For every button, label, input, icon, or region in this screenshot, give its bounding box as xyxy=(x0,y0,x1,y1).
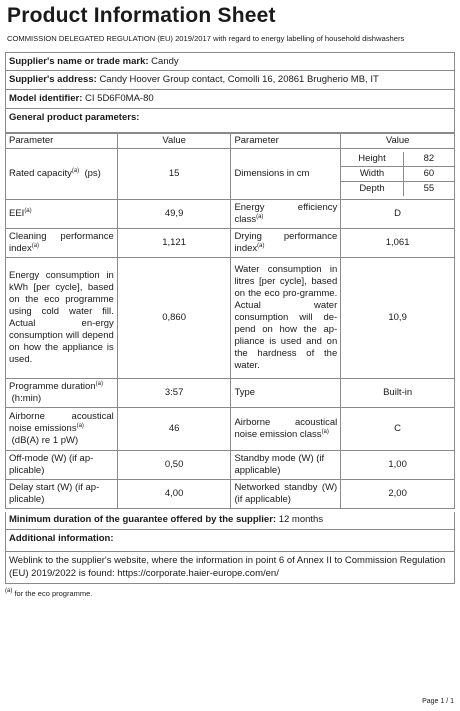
header-parameter: Parameter xyxy=(231,134,341,149)
footnote-text: for the eco programme. xyxy=(14,589,93,598)
table-row xyxy=(6,200,455,229)
rated-capacity-value: 15 xyxy=(117,149,231,200)
additional-info-row xyxy=(5,530,455,552)
energy-class-label: Energy efficiency class$^{(a)}$ xyxy=(231,200,341,229)
delay-start-label: Delay start (W) (if ap-plicable) xyxy=(6,480,118,509)
model-label: Model identifier: xyxy=(9,93,83,104)
dimensions-label: Dimensions in cm xyxy=(231,149,341,200)
page-number: Page 1 / 1 xyxy=(422,698,454,705)
header-parameter: Parameter xyxy=(6,134,118,149)
regulation-text: COMMISSION DELEGATED REGULATION (EU) 2019/2017 with regard to energy labelling of household dishwashers xyxy=(7,34,405,43)
programme-duration-value: 3:57 xyxy=(117,379,231,408)
water-consumption-label: Water consumption in litres [per cycle], based on the eco pro-gramme. Actual water consumption will de-pend on how the ap-pliance is used and on the hardness of the water. xyxy=(231,258,341,379)
off-mode-label: Off-mode (W) (if ap-plicable) xyxy=(6,451,118,480)
supplier-name-value: Candy xyxy=(151,56,179,67)
general-params-label: General product parameters: xyxy=(9,112,140,123)
supplier-address-label: Supplier's address: xyxy=(9,74,97,85)
airborne-class-value: C xyxy=(341,408,455,451)
eei-label: EEI$^{(a)}$ xyxy=(6,200,118,229)
energy-consumption-label: Energy consumption in kWh [per cycle], based on the eco programme using cold water fill. Actual en-ergy consumption will depend on how the appliance is used. xyxy=(6,258,118,379)
networked-standby-label: Networked standby (W) (if applicable) xyxy=(231,480,341,509)
page-title: Product Information Sheet xyxy=(7,4,276,27)
table-header-row xyxy=(6,134,455,149)
table-row xyxy=(6,451,455,480)
guarantee-label: Minimum duration of the guarantee offered by the supplier: xyxy=(9,514,277,525)
header-value: Value xyxy=(341,134,455,149)
dimensions-values xyxy=(341,149,455,200)
airborne-noise-value: 46 xyxy=(117,408,231,451)
model-value: CI 5D6F0MA-80 xyxy=(85,93,154,104)
width-value: 60 xyxy=(403,167,454,182)
type-label: Type xyxy=(231,379,341,408)
eei-value: 49,9 xyxy=(117,200,231,229)
header-value: Value xyxy=(117,134,231,149)
table-row xyxy=(6,149,455,200)
water-consumption-value: 10,9 xyxy=(341,258,455,379)
depth-value: 55 xyxy=(423,183,435,194)
supplier-address-row xyxy=(5,71,455,90)
airborne-noise-label: Airborne acoustical noise emissions$^{(a)}$ (dB(A) re 1 pW) xyxy=(6,408,118,451)
supplier-address-value: Candy Hoover Group contact, Comolli 16, 20861 Brugherio MB, IT xyxy=(99,74,379,85)
programme-duration-label: Programme duration$^{(a)}$ (h:min) xyxy=(6,379,118,408)
off-mode-value: 0,50 xyxy=(117,451,231,480)
guarantee-row xyxy=(5,512,455,530)
general-params-row xyxy=(5,109,455,133)
energy-class-value: D xyxy=(341,200,455,229)
model-row xyxy=(5,90,455,109)
guarantee-value: 12 months xyxy=(278,514,324,525)
airborne-class-label: Airborne acoustical noise emission class$^{(a)}$ xyxy=(231,408,341,451)
additional-info-label: Additional information: xyxy=(9,533,114,544)
rated-capacity-label: Rated capacity$^{(a)}$ (ps) xyxy=(6,149,118,200)
table-row xyxy=(6,258,455,379)
networked-standby-value: 2,00 xyxy=(341,480,455,509)
table-row xyxy=(6,229,455,258)
weblink-box xyxy=(5,552,455,584)
height-label: Height xyxy=(341,152,403,167)
parameters-table xyxy=(5,133,455,509)
weblink-url[interactable]: https://corporate.haier-europe.com/en/ xyxy=(117,567,279,579)
footnote-mark: (a) xyxy=(5,588,13,594)
cleaning-index-value: 1,121 xyxy=(117,229,231,258)
delay-start-value: 4,00 xyxy=(117,480,231,509)
table-row xyxy=(6,408,455,451)
supplier-name-row xyxy=(5,52,455,71)
type-value: Built-in xyxy=(341,379,455,408)
supplier-name-label: Supplier's name or trade mark: xyxy=(9,56,149,67)
energy-consumption-value: 0,860 xyxy=(117,258,231,379)
standby-label: Standby mode (W) (if applicable) xyxy=(231,451,341,480)
drying-index-value: 1,061 xyxy=(341,229,455,258)
cleaning-index-label: Cleaning performance index$^{(a)}$ xyxy=(6,229,118,258)
footnote xyxy=(5,589,92,598)
drying-index-label: Drying performance index$^{(a)}$ xyxy=(231,229,341,258)
width-label: Width xyxy=(341,167,403,182)
table-row xyxy=(6,480,455,509)
height-value: 82 xyxy=(403,152,454,167)
standby-value: 1,00 xyxy=(341,451,455,480)
weblink-text: Weblink to the supplier's website, where the information in point 6 of Annex II to Commission Regulation (EU) 2019/2022 is found: xyxy=(9,555,446,579)
table-row xyxy=(6,379,455,408)
depth-label: Depth xyxy=(341,182,403,197)
